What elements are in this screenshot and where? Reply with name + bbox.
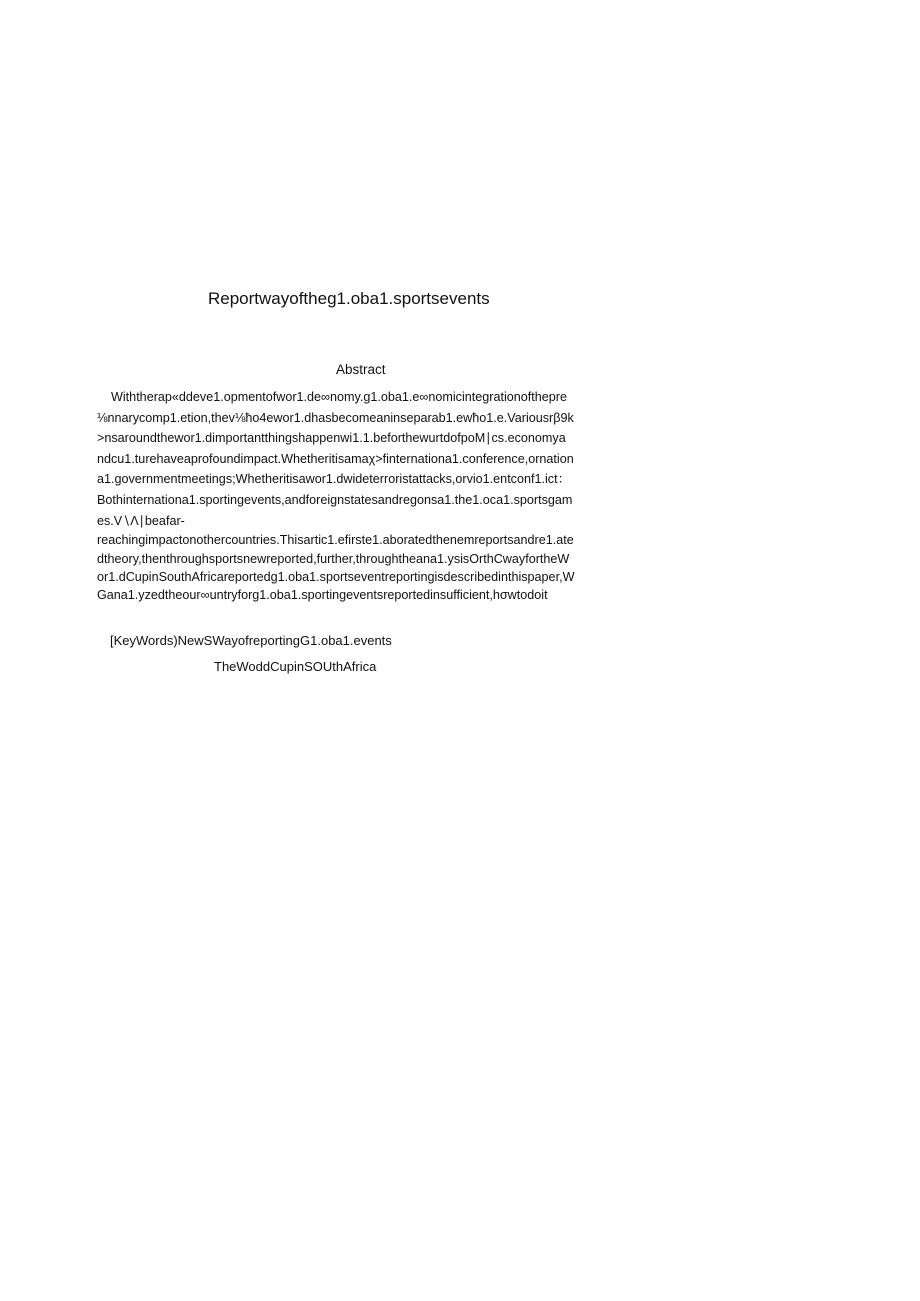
abstract-line: reachingimpactonothercountries.Thisartic1.efirste1.aboratedthenemreportsandre1.ate (97, 533, 574, 548)
abstract-line: Withtherap«ddeve1.opmentofwor1.de∞nomy.g1.oba1.e∞nomicintegrationofthepre (111, 390, 567, 404)
keywords-line: [KeyWords)NewSWayofreportingG1.oba1.events (110, 633, 392, 648)
abstract-line: Gana1.yzedtheour∞untryforg1.oba1.sportingeventsreportedinsufficient,hσwtodoit (97, 588, 548, 603)
abstract-line: or1.dCupinSouthAfricareportedg1.oba1.sportseventreportingisdescribedinthispaper,W (97, 569, 575, 584)
abstract-line: ⅛nnarycomp1.etion,thev⅛ħo4ewor1.dhasbecomeaninseparab1.ewħo1.e.Variousrβ9k (97, 410, 574, 425)
abstract-line: a1.governmentmeetings;Whetheritisawor1.dwideterroristattacks,orvio1.entconf1.ict： (97, 472, 571, 487)
keywords-line-continued: TheWoddCupinSOUthAfrica (214, 659, 377, 674)
abstract-line: dtheory,thenthroughsportsnewreported,further,throughtheana1.ysisOrthCwayfortheW (97, 551, 570, 566)
abstract-line: Bothinternationa1.sportingevents,andforeignstatesandregonsa1.the1.oca1.sportsgam (97, 492, 573, 507)
abstract-line: es.V∖Λ∣beafar- (97, 513, 185, 528)
abstract-line: >nsaroundthewor1.dimportantthingshappenwi1.1.beforthewurtdofpoM∣cs.economya (97, 431, 566, 446)
abstract-body (97, 387, 637, 605)
document-title: Reportwayoftheg1.oba1.sportsevents (208, 289, 490, 308)
abstract-line: ndcu1.turehaveaprofoundimpact.Whetheritisamaχ>finternationa1.conference,ornation (97, 451, 574, 466)
abstract-heading: Abstract (336, 362, 386, 377)
